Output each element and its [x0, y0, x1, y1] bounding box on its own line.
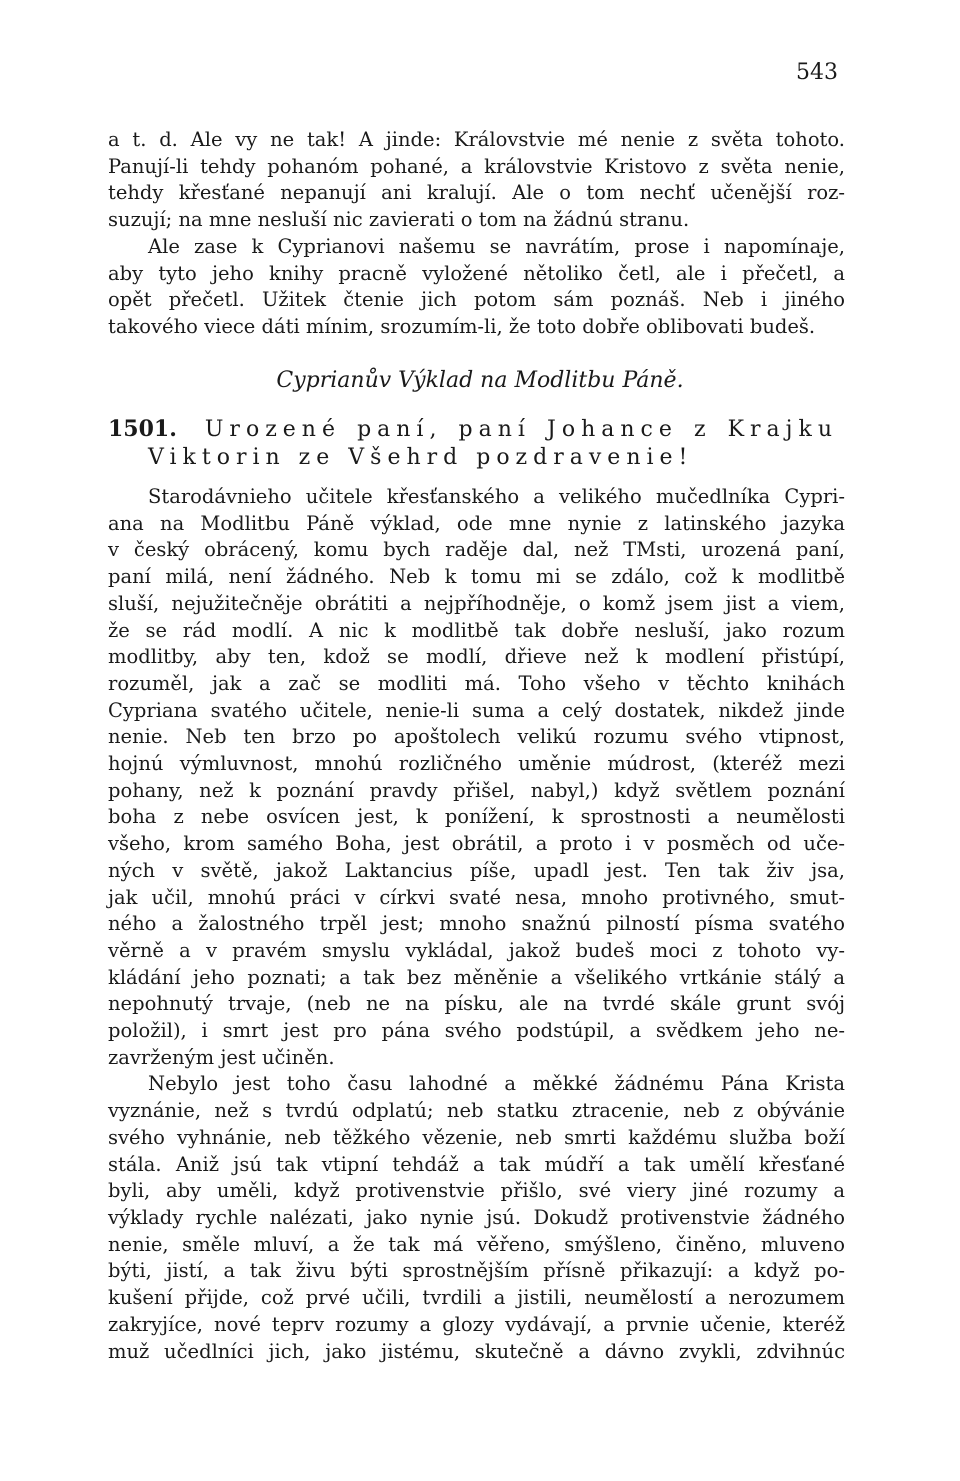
page-number: 543 [796, 60, 838, 85]
body-line: Cypriana svatého učitele, nenie-li suma a celý dostatek, nikdež jinde [108, 698, 845, 722]
intro-text [108, 127, 845, 341]
body-line: pohany, než k poznání pravdy přišel, nabyl,) když světlem poznání [108, 778, 845, 802]
body-line: býti, jistí, a tak živu býti sprostnějším přísně přikazují: a když po- [108, 1259, 845, 1283]
body-line: jak učil, mnohú práci v církvi svaté nesa, mnoho protivného, smut- [108, 885, 845, 909]
body-line: sluší, nejužitečněje obrátiti a nejpříhodněje, o komž jsem jist a viem, [108, 591, 845, 615]
body-line: věrně a v pravém smyslu vykládal, jakož budeš moci z tohoto vy- [108, 938, 845, 962]
section-title: Cyprianův Výklad na Modlitbu Páně. [276, 368, 684, 393]
body-line: Nebylo jest toho času lahodné a měkké žádnému Pána Krista [148, 1072, 845, 1096]
body-line: že se rád modlí. A nic k modlitbě tak dobře nesluší, jako rozum [108, 618, 845, 642]
intro-line: tehdy křesťané nepanují ani kralují. Ale o tom nechť učenější roz- [108, 181, 845, 205]
letter-body [108, 484, 845, 1365]
body-line: kládání jeho poznati; a tak bez měněnie a všelikého vrtkánie stálý a [108, 965, 845, 989]
body-line: svého vyhnánie, neb těžkého vězenie, neb smrti každému služba boží [108, 1125, 845, 1149]
letter-greeting: Viktorin ze Všehrd pozdravenie! [148, 445, 694, 470]
body-line: kušení přijde, což prvé učili, tvrdili a jistili, neumělostí a nerozumem [108, 1286, 845, 1310]
body-line: boha z nebe osvícen jest, k ponížení, k sprostnosti a neumělosti [108, 805, 845, 829]
letter-number: 1501. [108, 416, 177, 442]
body-line: ných v světě, jakož Laktancius píše, upadl jest. Ten tak živ jsa, [108, 858, 845, 882]
intro-line: suzují; na mne nesluší nic zavierati o tom na žádnú stranu. [108, 208, 690, 232]
body-line: zavrženým jest učiněn. [108, 1045, 335, 1069]
letter-addressee: Urozené paní, paní Johance z Krajku [204, 417, 838, 442]
body-line: všeho, krom samého Boha, jest obrátil, a proto i v posměch od uče- [108, 832, 845, 856]
body-line: byli, aby uměli, když protivenstvie přišlo, své viery jiné rozumy a [108, 1179, 845, 1203]
body-line: nepohnutý trvaje, (neb ne na písku, ale na tvrdé skále grunt svój [108, 992, 845, 1016]
body-line: paní milá, není žádného. Neb k tomu mi se zdálo, což k modlitbě [108, 565, 845, 589]
body-line: hojnú výmluvnost, mnohú rozličného uměnie múdrost, (kteréž mezi [108, 752, 845, 776]
body-line: ana na Modlitbu Páně výklad, ode mne nynie z latinského jazyka [108, 511, 845, 535]
intro-line: opět přečetl. Užitek čtenie jich potom sám poznáš. Neb i jiného [108, 288, 845, 312]
intro-line: a t. d. Ale vy ne tak! A jinde: Královstvie mé nenie z světa tohoto. [108, 128, 845, 151]
body-line: v český obrácený, komu bych raděje dal, než TMsti, urozená paní, [108, 538, 845, 562]
body-line: Starodávnieho učitele křesťanského a velikého mučedlníka Cypri- [148, 485, 845, 508]
body-line: muž učedlníci jich, jako jistému, skutečně a dávno zvykli, zdvihnúc [108, 1339, 845, 1363]
body-line: nenie. Neb ten brzo po apoštolech velikú rozumu svého vtipnost, [108, 725, 845, 749]
intro-line: Ale zase k Cyprianovi našemu se navrátím, prose i napomínaje, [148, 234, 845, 258]
intro-line: takového viece dáti mínim, srozumím-li, že toto dobře oblibovati budeš. [108, 314, 816, 338]
body-line: stála. Aniž jsú tak vtipní tehdáž a tak múdří a tak umělí křesťané [108, 1152, 845, 1176]
intro-line: Panují-li tehdy pohanóm pohané, a královstvie Kristovo z světa nenie, [108, 154, 845, 178]
body-line: ného a žalostného trpěl jest; mnoho snažnú pilností písma svatého [108, 912, 845, 936]
body-line: vyznánie, než s tvrdú odplatú; neb statku ztracenie, neb z obývánie [108, 1099, 845, 1123]
intro-line: aby tyto jeho knihy pracně vyložené nětoliko četl, ale i přečetl, a [108, 261, 845, 285]
body-line: modlitby, aby ten, kdož se modlí, dřieve než k modlení přistúpí, [108, 645, 845, 669]
body-line: položil), i smrt jest pro pána svého podstúpil, a svědkem jeho ne- [108, 1019, 845, 1043]
body-line: výklady rychle nalézati, jako nynie jsú. Dokudž protivenstvie žádného [108, 1205, 845, 1229]
body-line: zakryjíce, nové teprv rozumy a glozy vydávají, a prvnie učenie, kteréž [108, 1312, 845, 1336]
body-line: rozuměl, jak a zač se modliti má. Toho všeho v těchto knihách [108, 671, 845, 695]
letter-heading [108, 415, 838, 472]
body-line: nenie, směle mluví, a že tak má věřeno, smýšleno, činěno, mluveno [108, 1232, 845, 1256]
